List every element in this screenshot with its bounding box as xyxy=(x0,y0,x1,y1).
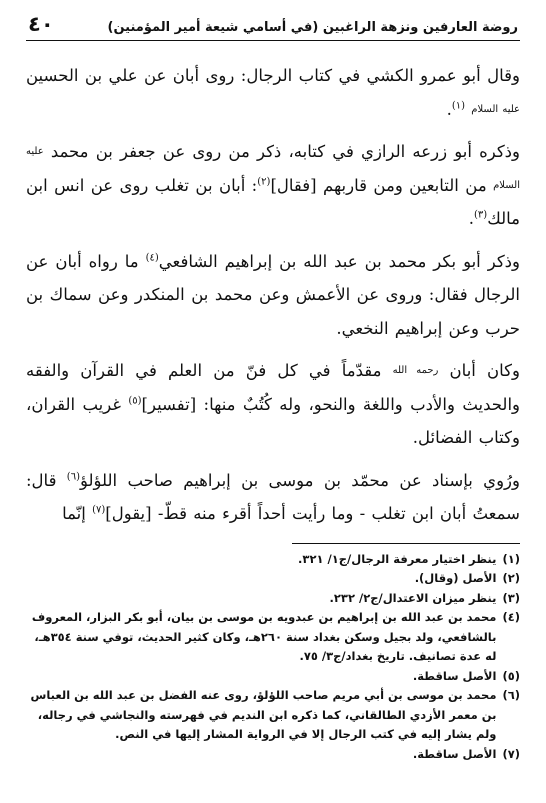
footnote-number: (٧) xyxy=(502,746,520,761)
text-run: وقال أبو عمرو الكشي في كتاب الرجال: روى أبان عن علي بن الحسين xyxy=(26,66,520,85)
footnote-number: (٢) xyxy=(502,571,520,585)
honorific-glyph: رحمه الله xyxy=(392,365,439,376)
text-run: قال: سمعتُ أبان ابن تغلب - وما رأيت أحداً أقرء منه قطّ- [يقول] xyxy=(26,470,520,523)
footnote-number: (٣) xyxy=(502,590,520,605)
text-run: من التابعين ومن قاربهم [فقال] xyxy=(270,175,494,195)
text-run: . xyxy=(468,209,474,228)
text-run: إنّما xyxy=(62,504,93,523)
body-paragraph xyxy=(26,135,520,236)
footnote-ref: (٧) xyxy=(92,504,106,516)
footnote-number: (١) xyxy=(502,551,520,566)
footnote xyxy=(26,686,520,745)
page-header xyxy=(26,12,520,41)
footnote xyxy=(26,667,520,687)
footnote-ref: (٢) xyxy=(257,176,271,187)
text-run: ورُوي بإسناد عن محمّد بن موسى بن إبراهيم صاحب اللؤلؤ xyxy=(79,470,520,490)
document-page xyxy=(26,12,520,803)
footnote-text: الأصل (وقال). xyxy=(414,571,497,585)
footnote-ref: (٤) xyxy=(145,252,159,263)
body-paragraph xyxy=(26,245,520,346)
body-paragraph xyxy=(26,59,520,126)
text-run: ما رواه أبان عن الرجال فقال: وروى عن الأعمش وعن محمد بن المنكدر وعن سماك بن حرب وعن إبراهيم النخعي. xyxy=(26,251,520,338)
main-text xyxy=(26,59,520,531)
footnote xyxy=(26,608,520,667)
footnote xyxy=(26,550,520,570)
footnotes xyxy=(26,550,520,765)
footnote-ref: (٥) xyxy=(128,395,142,406)
footnote-number: (٥) xyxy=(502,668,520,683)
text-run: غريب القران، وكتاب الفضائل. xyxy=(26,394,520,447)
footnote-text: الأصل ساقطة. xyxy=(412,746,497,761)
footnote-ref: (١) xyxy=(451,100,465,111)
body-paragraph xyxy=(26,354,520,455)
honorific-glyph: عليه السلام xyxy=(26,146,520,191)
footnote xyxy=(26,569,520,589)
text-run: وكان أبان xyxy=(438,361,520,380)
footnote-number: (٦) xyxy=(502,688,520,702)
text-run: وذكر أبو بكر محمد بن عبد الله بن إبراهيم الشافعي xyxy=(158,251,520,271)
text-run: . xyxy=(446,99,452,119)
body-paragraph xyxy=(26,464,520,531)
footnote xyxy=(26,745,520,765)
footnote-number: (٤) xyxy=(502,610,520,624)
footnote xyxy=(26,589,520,609)
text-run: وذكره أبو زرعه الرازي في كتابه، ذكر من روى عن جعفر بن محمد xyxy=(43,142,520,161)
footnote-text: ينظر ميزان الاعتدال/ج٢/ ٢٣٢. xyxy=(329,590,497,605)
page-number: ٤٠ xyxy=(28,12,54,36)
footnote-text: ينظر اختيار معرفة الرجال/ج١/ ٣٢١. xyxy=(298,551,497,566)
footnote-text: محمد بن موسى بن أبي مريم صاحب اللؤلؤ، روى عنه الفضل بن عبد الله بن العباس بن معمر الأزدي الطالقاني، كما ذكره ابن النديم في فهرسته والنجاشي في رجاله، ولم يشار إليه في كتب الرجال إلا في الرواية المشار إليها في النص. xyxy=(30,688,497,741)
honorific-glyph: عليه السلام xyxy=(471,103,520,115)
footnote-divider xyxy=(292,543,520,544)
text-run: : أبان بن تغلب روى عن انس ابن مالك xyxy=(26,175,520,228)
footnote-ref: (٣) xyxy=(474,209,488,221)
running-title: روضة العارفين ونزهة الراغبين (في أسامي شيعة أمير المؤمنين) xyxy=(107,20,518,35)
footnote-text: الأصل ساقطة. xyxy=(412,668,497,683)
footnote-text: محمد بن عبد الله بن إبراهيم بن عبدويه بن موسى بن بيان، أبو بكر البزار، المعروف بالشافعي، ولد بجيل وسكن بغداد سنة ٢٦٠هـ، وكان كثير الحديث، توفي سنة ٣٥٤هـ، له عدة تصانيف. تاريخ بغداد/ج٣/ ٧٥. xyxy=(31,610,497,663)
footnote-ref: (٦) xyxy=(66,471,80,482)
text-run: مقدّماً في كل فنّ من العلم في القرآن والفقه والحديث والأدب واللغة والنحو، وله كُتُبٌ منها: [تفسير] xyxy=(26,361,520,414)
